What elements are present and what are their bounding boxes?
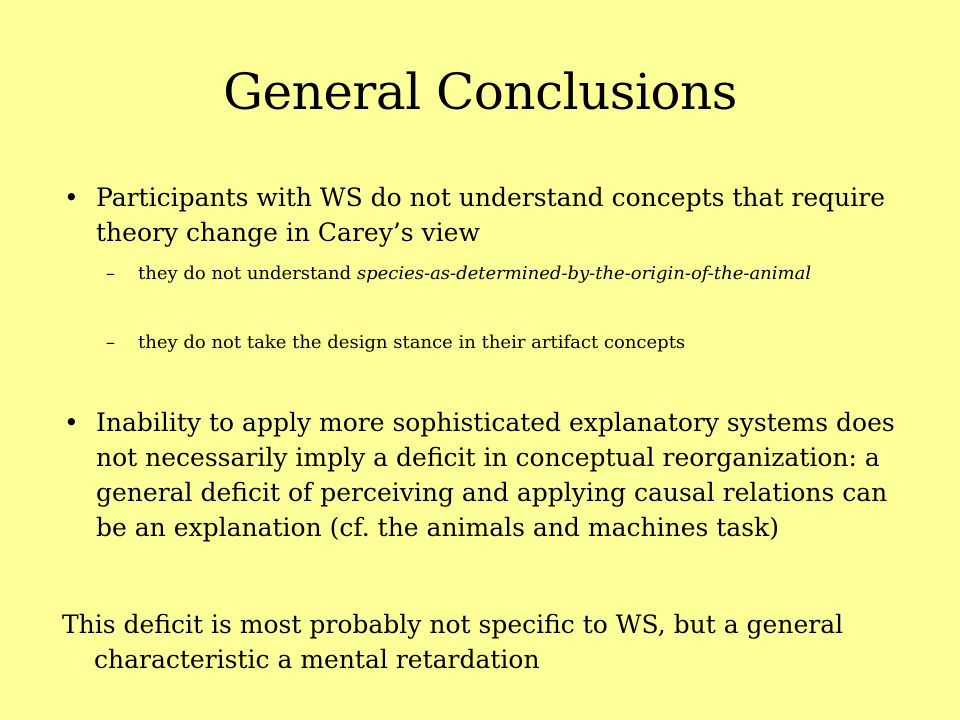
closing-paragraph: This deficit is most probably not specific to WS, but a general characteristic a mental retardation	[62, 610, 844, 674]
sub-bullet-text	[138, 262, 896, 286]
sub-bullet-marker: –	[106, 332, 115, 353]
sub-bullet-item-2	[106, 331, 896, 355]
sub-bullet-emphasis: species-as-determined-by-the-origin-of-the-animal	[356, 263, 812, 284]
bullet-marker: •	[64, 408, 79, 437]
bullet-item-2	[64, 405, 914, 545]
sub-bullet-prefix: they do not understand	[138, 263, 357, 284]
sub-bullet-item-1	[106, 262, 896, 286]
bullet-text: Participants with WS do not understand concepts that require theory change in Carey’s view	[96, 183, 886, 247]
sub-bullet-text: they do not take the design stance in their artifact concepts	[138, 332, 686, 353]
slide-title: General Conclusions	[223, 63, 737, 121]
bullet-marker: •	[64, 183, 79, 212]
bullet-item-1	[64, 180, 914, 250]
sub-bullet-marker: –	[106, 263, 115, 284]
bullet-text: Inability to apply more sophisticated explanatory systems does not necessarily imply a deficit in conceptual reorganization: a general deficit of perceiving and applying causal relations can be an explanation (cf. the animals and machines task)	[96, 408, 895, 542]
